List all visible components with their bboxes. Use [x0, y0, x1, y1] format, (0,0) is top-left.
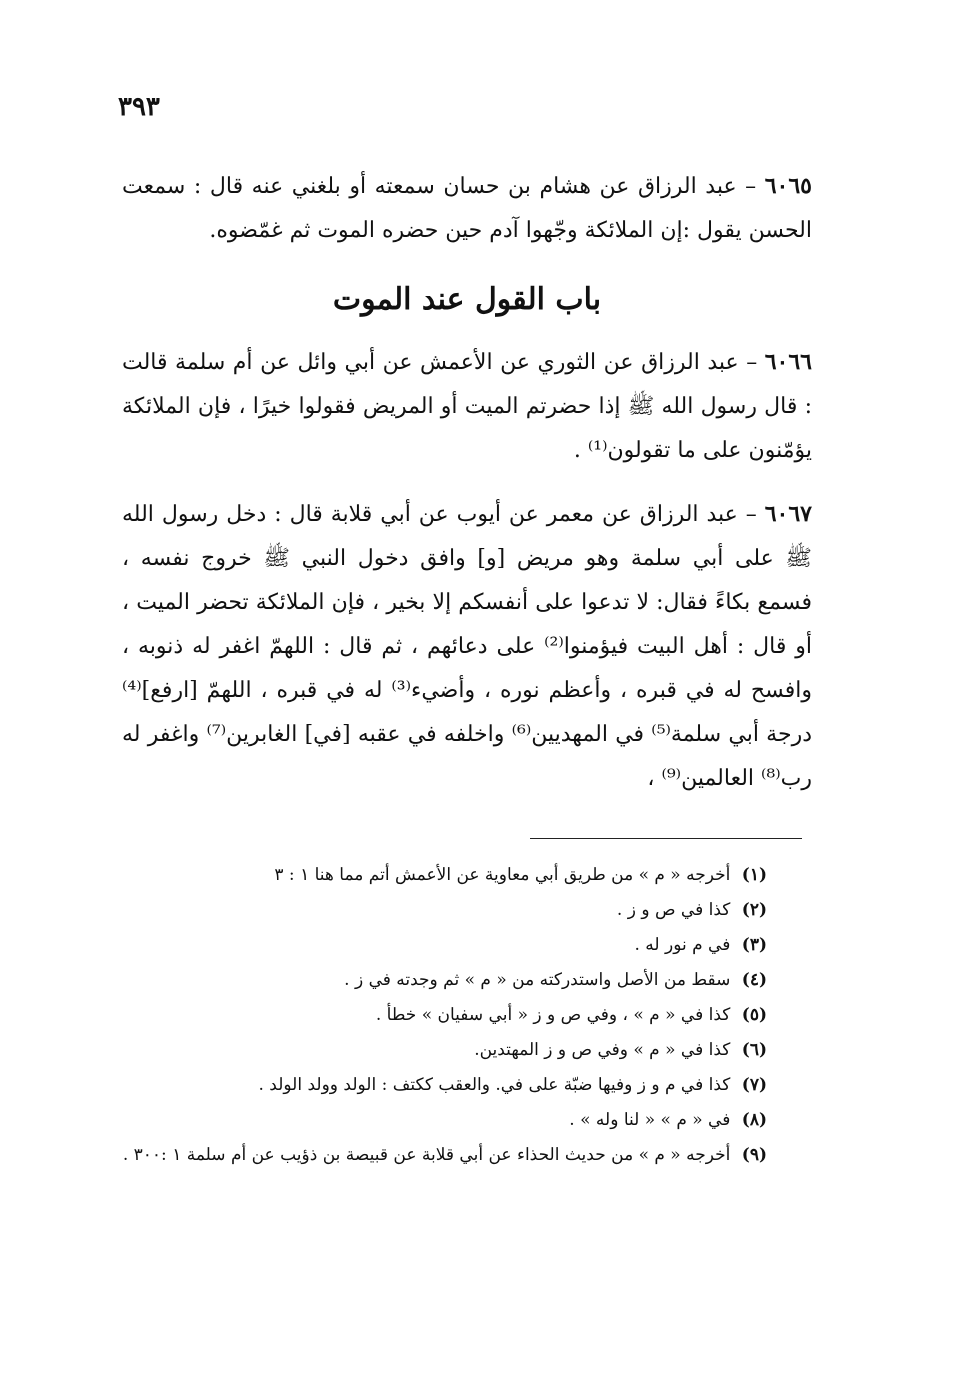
footnote-text: في م نور له .: [634, 935, 731, 955]
footnote-marker: (٣): [741, 935, 767, 955]
hadith-6067: [122, 492, 812, 801]
footnote-marker: (٦): [741, 1040, 767, 1060]
footnote-marker: (٢): [741, 900, 767, 920]
footnote-marker: (٨): [741, 1110, 767, 1130]
footnote-marker: (٧): [741, 1075, 767, 1095]
hadith-6065: [122, 164, 812, 253]
footnote-marker: (٥): [741, 1005, 767, 1025]
footnote-8: [122, 1103, 767, 1138]
hadith-number: ٦٠٦٧: [764, 501, 812, 527]
page-number: ٣٩٣: [118, 92, 160, 122]
footnote-text: كذا في ص و ز .: [616, 900, 731, 920]
footnote-3: [122, 928, 767, 963]
footnote-text: أخرجه « م » من طريق أبي معاوية عن الأعمش أتم مما هنا ١ : ٣: [274, 865, 731, 885]
footnote-text: كذا في « م » ، وفي ص و ز « أبي سفيان » خطأ .: [375, 1005, 731, 1025]
footnotes: [122, 858, 767, 1173]
hadith-number: ٦٠٦٥: [764, 173, 812, 199]
footnote-5: [122, 998, 767, 1033]
hadith-number: ٦٠٦٦: [764, 349, 812, 375]
footnote-9: [122, 1138, 767, 1173]
footnote-6: [122, 1033, 767, 1068]
footnote-1: [122, 858, 767, 893]
footnote-text: سقط من الأصل واستدركته من « م » ثم وجدته في ز .: [344, 970, 731, 990]
footnote-marker: (٩): [741, 1145, 767, 1165]
chapter-title: باب القول عند الموت: [332, 282, 602, 317]
footnote-marker: (٤): [741, 970, 767, 990]
footnote-separator: [530, 838, 802, 839]
footnote-text: في « م » « لنا وله » .: [569, 1110, 731, 1130]
hadith-6066: [122, 340, 812, 473]
hadith-text: – عبد الرزاق عن الثوري عن الأعمش عن أبي وائل عن أم سلمة قالت : قال رسول الله ﷺ إذا حضرتم الميت أو المريض فقولوا خيرًا ، فإن الملائكة يؤمّنون على ما تقولون⁽¹⁾ .: [122, 350, 812, 463]
footnote-marker: (١): [741, 865, 767, 885]
footnote-text: كذا في « م » وفي ص و ز المهتدين.: [474, 1040, 731, 1060]
footnote-text: كذا في م و ز وفيها ضبّة على في. والعقب ككتف : الولد وولد الولد .: [258, 1075, 731, 1095]
footnote-4: [122, 963, 767, 998]
footnote-2: [122, 893, 767, 928]
footnote-7: [122, 1068, 767, 1103]
hadith-text: – عبد الرزاق عن هشام بن حسان سمعته أو بلغني عنه قال : سمعت الحسن يقول :إن الملائكة وجّهوا آدم حين حضره الموت ثم غمّضوه.: [122, 174, 812, 243]
hadith-text: – عبد الرزاق عن معمر عن أيوب عن أبي قلابة قال : دخل رسول الله ﷺ على أبي سلمة وهو مريض [و] وافق دخول النبي ﷺ خروج نفسه ، فسمع بكاءً فقال: لا تدعوا على أنفسكم إلا بخير ، فإن الملائكة تحضر الميت ، أو قال : أهل البيت فيؤمنوا⁽²⁾ على دعائهم ، ثم قال : اللهمّ اغفر له ذنوبه ، وافسح له في قبره ، وأعظم نوره ، وأضيء⁽³⁾ له في قبره ، اللهمّ [ارفع]⁽⁴⁾ درجة أبي سلمة⁽⁵⁾ في المهديين⁽⁶⁾ واخلفه في عقبه [في] الغابرين⁽⁷⁾ واغفر له رب⁽⁸⁾ العالمين⁽⁹⁾ ،: [122, 502, 813, 791]
footnote-text: أخرجه « م » من حديث الحذاء عن أبي قلابة عن قبيصة بن ذؤيب عن أم سلمة ١ :٣٠٠ .: [122, 1145, 731, 1165]
